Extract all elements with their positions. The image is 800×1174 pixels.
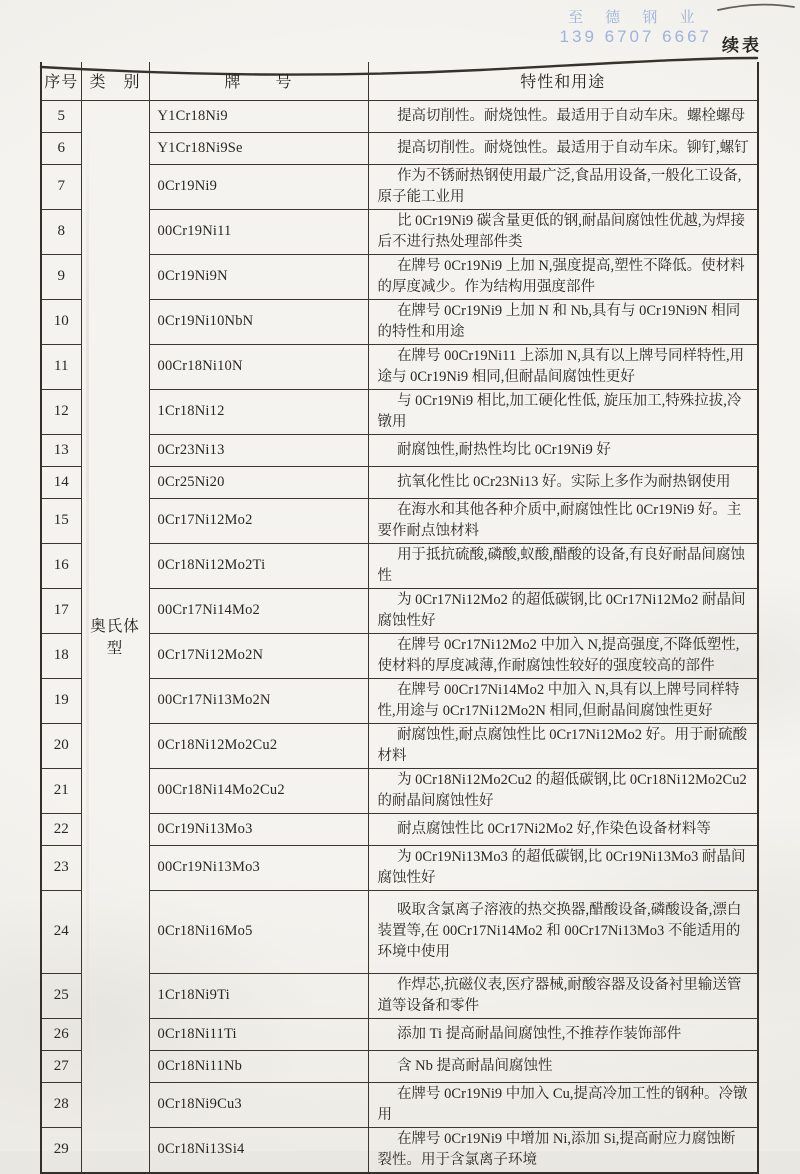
features-cell: 在牌号 00Cr19Ni11 上添加 N,具有以上牌号同样特性,用途与 0Cr19Ni9 相同,但耐晶间腐蚀性更好 <box>368 344 758 389</box>
features-cell: 添加 Ti 提高耐晶间腐蚀性,不推荐作装饰部件 <box>368 1018 758 1050</box>
features-cell: 在牌号 00Cr17Ni14Mo2 中加入 N,具有以上牌号同样特性,用途与 0Cr17Ni12Mo2N 相同,但耐晶间腐蚀性更好 <box>368 678 758 723</box>
serial-number-cell: 24 <box>41 890 81 973</box>
features-cell: 耐腐蚀性,耐点腐蚀性比 0Cr17Ni12Mo2 好。用于耐硫酸材料 <box>368 723 758 768</box>
grade-cell: 0Cr19Ni13Mo3 <box>149 813 368 845</box>
features-cell: 在牌号 0Cr17Ni12Mo2 中加入 N,提高强度,不降低塑性,使材料的厚度减薄,作耐腐蚀性较好的强度较高的部件 <box>368 633 758 678</box>
features-cell: 在牌号 0Cr19Ni9 中增加 Ni,添加 Si,提高耐应力腐蚀断裂性。用于含氯离子环境 <box>368 1127 758 1173</box>
features-cell: 作为不锈耐热钢使用最广泛,食品用设备,一般化工设备,原子能工业用 <box>368 164 758 209</box>
header-row <box>41 62 758 100</box>
features-cell: 提高切削性。耐烧蚀性。最适用于自动车床。铆钉,螺钉 <box>368 132 758 164</box>
serial-number-cell: 6 <box>41 132 81 164</box>
features-cell: 在牌号 0Cr19Ni9 上加 N,强度提高,塑性不降低。使材料的厚度减少。作为结构用强度部件 <box>368 254 758 299</box>
features-cell: 比 0Cr19Ni9 碳含量更低的钢,耐晶间腐蚀性优越,为焊接后不进行热处理部件类 <box>368 209 758 254</box>
features-cell: 在海水和其他各种介质中,耐腐蚀性比 0Cr19Ni9 好。主要作耐点蚀材料 <box>368 498 758 543</box>
serial-number-cell: 17 <box>41 588 81 633</box>
continued-table-label: 续表 <box>722 36 762 55</box>
table-row <box>41 466 758 498</box>
features-cell: 在牌号 0Cr19Ni9 中加入 Cu,提高冷加工性的钢种。冷镦用 <box>368 1082 758 1127</box>
table-row <box>41 1018 758 1050</box>
table-row <box>41 588 758 633</box>
table-row <box>41 845 758 890</box>
grade-cell: 00Cr18Ni10N <box>149 344 368 389</box>
table-row <box>41 1050 758 1082</box>
watermark-phone-number: 139 6707 6667 <box>559 27 712 46</box>
table-row <box>41 434 758 466</box>
grade-cell: 0Cr18Ni11Nb <box>149 1050 368 1082</box>
serial-number-cell: 22 <box>41 813 81 845</box>
table-row <box>41 813 758 845</box>
table-row <box>41 973 758 1018</box>
table-row <box>41 768 758 813</box>
serial-number-cell: 29 <box>41 1127 81 1173</box>
grade-cell: 0Cr19Ni9 <box>149 164 368 209</box>
features-cell: 耐腐蚀性,耐热性均比 0Cr19Ni9 好 <box>368 434 758 466</box>
serial-number-cell: 8 <box>41 209 81 254</box>
grade-cell: 0Cr18Ni11Ti <box>149 1018 368 1050</box>
table-row <box>41 543 758 588</box>
grade-cell: 0Cr18Ni9Cu3 <box>149 1082 368 1127</box>
features-cell: 用于抵抗硫酸,磷酸,蚁酸,醋酸的设备,有良好耐晶间腐蚀性 <box>368 543 758 588</box>
features-cell: 为 0Cr17Ni12Mo2 的超低碳钢,比 0Cr17Ni12Mo2 耐晶间腐蚀性好 <box>368 588 758 633</box>
features-cell: 吸取含氯离子溶液的热交换器,醋酸设备,磷酸设备,漂白装置等,在 00Cr17Ni14Mo2 和 00Cr17Ni13Mo3 不能适用的环境中使用 <box>368 890 758 973</box>
table-row <box>41 1127 758 1173</box>
features-cell: 提高切削性。耐烧蚀性。最适用于自动车床。螺栓螺母 <box>368 100 758 132</box>
page-header <box>0 4 800 56</box>
features-cell: 作焊芯,抗磁仪表,医疗器械,耐酸容器及设备衬里输送管道等设备和零件 <box>368 973 758 1018</box>
serial-number-cell: 16 <box>41 543 81 588</box>
grade-cell: 0Cr18Ni12Mo2Ti <box>149 543 368 588</box>
grade-cell: 00Cr17Ni13Mo2N <box>149 678 368 723</box>
table-row <box>41 389 758 434</box>
grade-cell: 0Cr19Ni10NbN <box>149 299 368 344</box>
serial-number-cell: 7 <box>41 164 81 209</box>
table-row <box>41 498 758 543</box>
serial-number-cell: 12 <box>41 389 81 434</box>
watermark-company-name: 至 德 钢 业 <box>568 9 704 26</box>
features-cell: 为 0Cr19Ni13Mo3 的超低碳钢,比 0Cr19Ni13Mo3 耐晶间腐蚀性好 <box>368 845 758 890</box>
table-body <box>41 100 758 1173</box>
serial-number-cell: 28 <box>41 1082 81 1127</box>
table-row <box>41 209 758 254</box>
grade-cell: 0Cr18Ni16Mo5 <box>149 890 368 973</box>
table-row <box>41 723 758 768</box>
category-cell: 奥氏体型 <box>81 100 149 1173</box>
table-row <box>41 678 758 723</box>
serial-number-cell: 23 <box>41 845 81 890</box>
grade-cell: 0Cr19Ni9N <box>149 254 368 299</box>
table-row <box>41 164 758 209</box>
col-header-features: 特性和用途 <box>368 62 758 100</box>
table-row <box>41 132 758 164</box>
serial-number-cell: 13 <box>41 434 81 466</box>
grade-cell: 0Cr23Ni13 <box>149 434 368 466</box>
serial-number-cell: 20 <box>41 723 81 768</box>
features-cell: 与 0Cr19Ni9 相比,加工硬化性低, 旋压加工,特殊拉拔,冷镦用 <box>368 389 758 434</box>
serial-number-cell: 18 <box>41 633 81 678</box>
steel-grades-table <box>40 62 759 1174</box>
grade-cell: 00Cr19Ni13Mo3 <box>149 845 368 890</box>
grade-cell: 00Cr19Ni11 <box>149 209 368 254</box>
serial-number-cell: 27 <box>41 1050 81 1082</box>
features-cell: 为 0Cr18Ni12Mo2Cu2 的超低碳钢,比 0Cr18Ni12Mo2Cu2 的耐晶间腐蚀性好 <box>368 768 758 813</box>
col-header-grade: 牌 号 <box>149 62 368 100</box>
grade-cell: 00Cr17Ni14Mo2 <box>149 588 368 633</box>
serial-number-cell: 9 <box>41 254 81 299</box>
supplier-watermark <box>560 8 712 46</box>
grade-cell: 1Cr18Ni9Ti <box>149 973 368 1018</box>
table-row <box>41 254 758 299</box>
table-row <box>41 344 758 389</box>
grade-cell: 0Cr18Ni13Si4 <box>149 1127 368 1173</box>
grade-cell: 0Cr25Ni20 <box>149 466 368 498</box>
features-cell: 含 Nb 提高耐晶间腐蚀性 <box>368 1050 758 1082</box>
col-header-category: 类 别 <box>81 62 149 100</box>
grade-cell: 0Cr17Ni12Mo2N <box>149 633 368 678</box>
features-cell: 抗氧化性比 0Cr23Ni13 好。实际上多作为耐热钢使用 <box>368 466 758 498</box>
table-row <box>41 299 758 344</box>
table-row <box>41 100 758 132</box>
table-row <box>41 890 758 973</box>
serial-number-cell: 19 <box>41 678 81 723</box>
serial-number-cell: 10 <box>41 299 81 344</box>
grade-cell: Y1Cr18Ni9 <box>149 100 368 132</box>
features-cell: 在牌号 0Cr19Ni9 上加 N 和 Nb,具有与 0Cr19Ni9N 相同的特性和用途 <box>368 299 758 344</box>
col-header-serial: 序号 <box>41 62 81 100</box>
features-cell: 耐点腐蚀性比 0Cr17Ni2Mo2 好,作染色设备材料等 <box>368 813 758 845</box>
serial-number-cell: 11 <box>41 344 81 389</box>
serial-number-cell: 26 <box>41 1018 81 1050</box>
grade-cell: 1Cr18Ni12 <box>149 389 368 434</box>
grade-cell: Y1Cr18Ni9Se <box>149 132 368 164</box>
serial-number-cell: 5 <box>41 100 81 132</box>
serial-number-cell: 15 <box>41 498 81 543</box>
table-row <box>41 633 758 678</box>
serial-number-cell: 21 <box>41 768 81 813</box>
serial-number-cell: 25 <box>41 973 81 1018</box>
serial-number-cell: 14 <box>41 466 81 498</box>
grade-cell: 00Cr18Ni14Mo2Cu2 <box>149 768 368 813</box>
table-row <box>41 1082 758 1127</box>
grade-cell: 0Cr18Ni12Mo2Cu2 <box>149 723 368 768</box>
grade-cell: 0Cr17Ni12Mo2 <box>149 498 368 543</box>
